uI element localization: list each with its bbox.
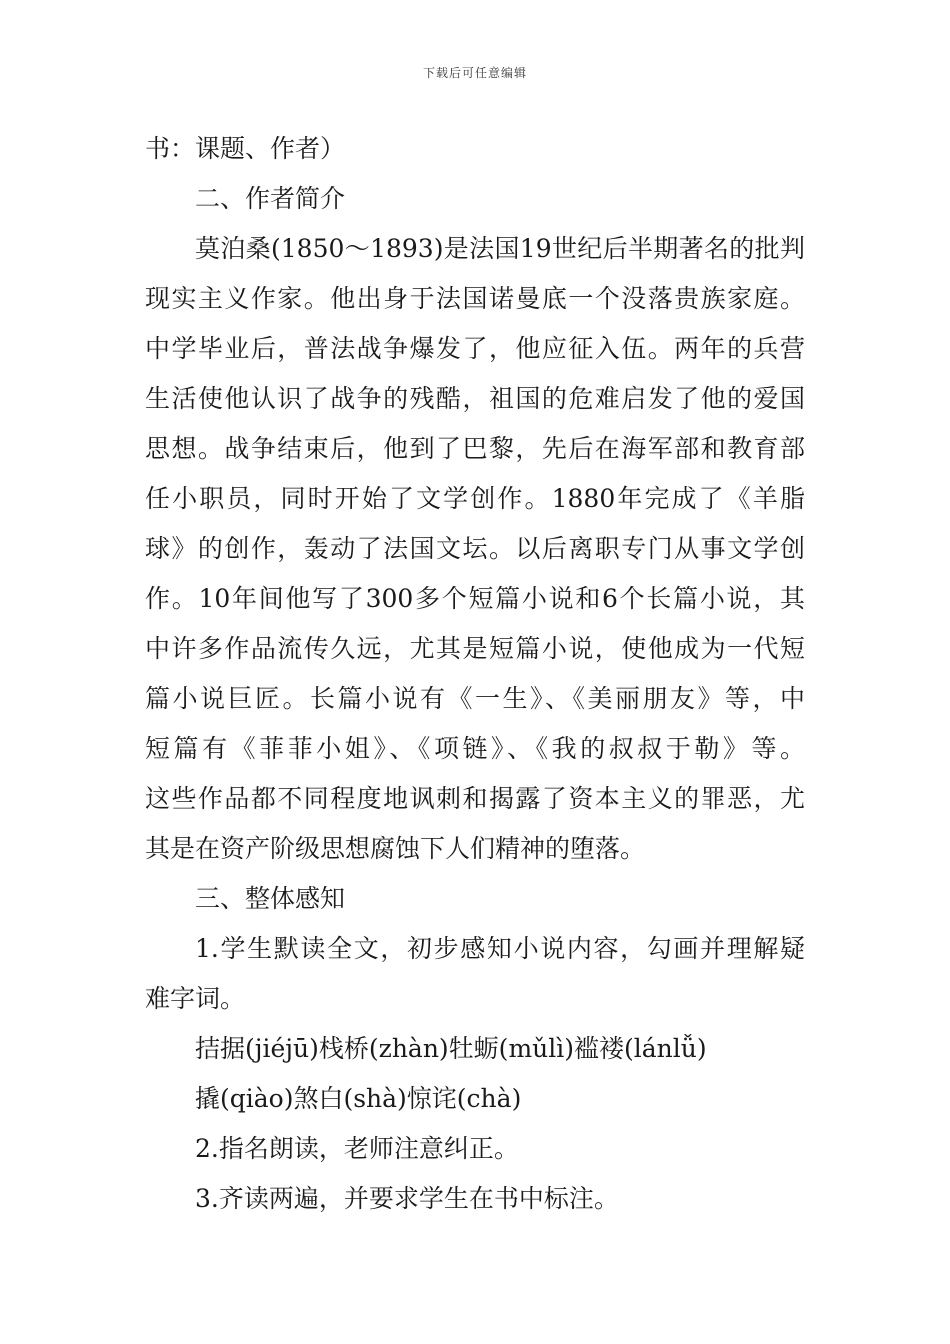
text-line: 中许多作品流传久远，尤其是短篇小说，使他成为一代短: [145, 634, 805, 663]
text-line: 这些作品都不同程度地讽刺和揭露了资本主义的罪恶，尤: [145, 784, 805, 813]
page-header-note: 下载后可任意编辑: [422, 66, 527, 80]
text-line: 任小职员，同时开始了文学创作。1880年完成了《羊脂: [145, 484, 805, 513]
text-line: 难字词。: [145, 984, 246, 1013]
text-line: 作。10年间他写了300多个短篇小说和6个长篇小说，其: [145, 584, 805, 613]
text-line: 现实主义作家。他出身于法国诺曼底一个没落贵族家庭。: [145, 284, 805, 313]
text-line: 短篇有《菲菲小姐》、《项链》、《我的叔叔于勒》等。: [145, 734, 805, 763]
text-line: 撬(qiào)煞白(shà)惊诧(chà): [195, 1084, 522, 1113]
text-line: 拮据(jiéjū)栈桥(zhàn)牡蛎(mǔlì)褴褛(lánlǚ): [195, 1034, 707, 1063]
document-body: [145, 124, 805, 1224]
text-line: 2.指名朗读，老师注意纠正。: [195, 1134, 519, 1163]
text-line: 1.学生默读全文，初步感知小说内容，勾画并理解疑: [195, 934, 805, 963]
text-line: 思想。战争结束后，他到了巴黎，先后在海军部和教育部: [145, 434, 805, 463]
text-line: 中学毕业后，普法战争爆发了，他应征入伍。两年的兵营: [145, 334, 805, 363]
text-line: 篇小说巨匠。长篇小说有《一生》、《美丽朋友》等，中: [145, 684, 805, 713]
text-line: 3.齐读两遍，并要求学生在书中标注。: [195, 1184, 619, 1213]
text-line: 生活使他认识了战争的残酷，祖国的危难启发了他的爱国: [145, 384, 805, 413]
text-line: 二、作者简介: [195, 184, 346, 213]
text-line: 书：课题、作者）: [145, 134, 346, 163]
text-line: 三、整体感知: [195, 884, 346, 913]
text-line: 球》的创作，轰动了法国文坛。以后离职专门从事文学创: [145, 534, 805, 563]
text-line: 其是在资产阶级思想腐蚀下人们精神的堕落。: [145, 834, 646, 863]
text-line: 莫泊桑(1850～1893)是法国19世纪后半期著名的批判: [195, 234, 805, 263]
